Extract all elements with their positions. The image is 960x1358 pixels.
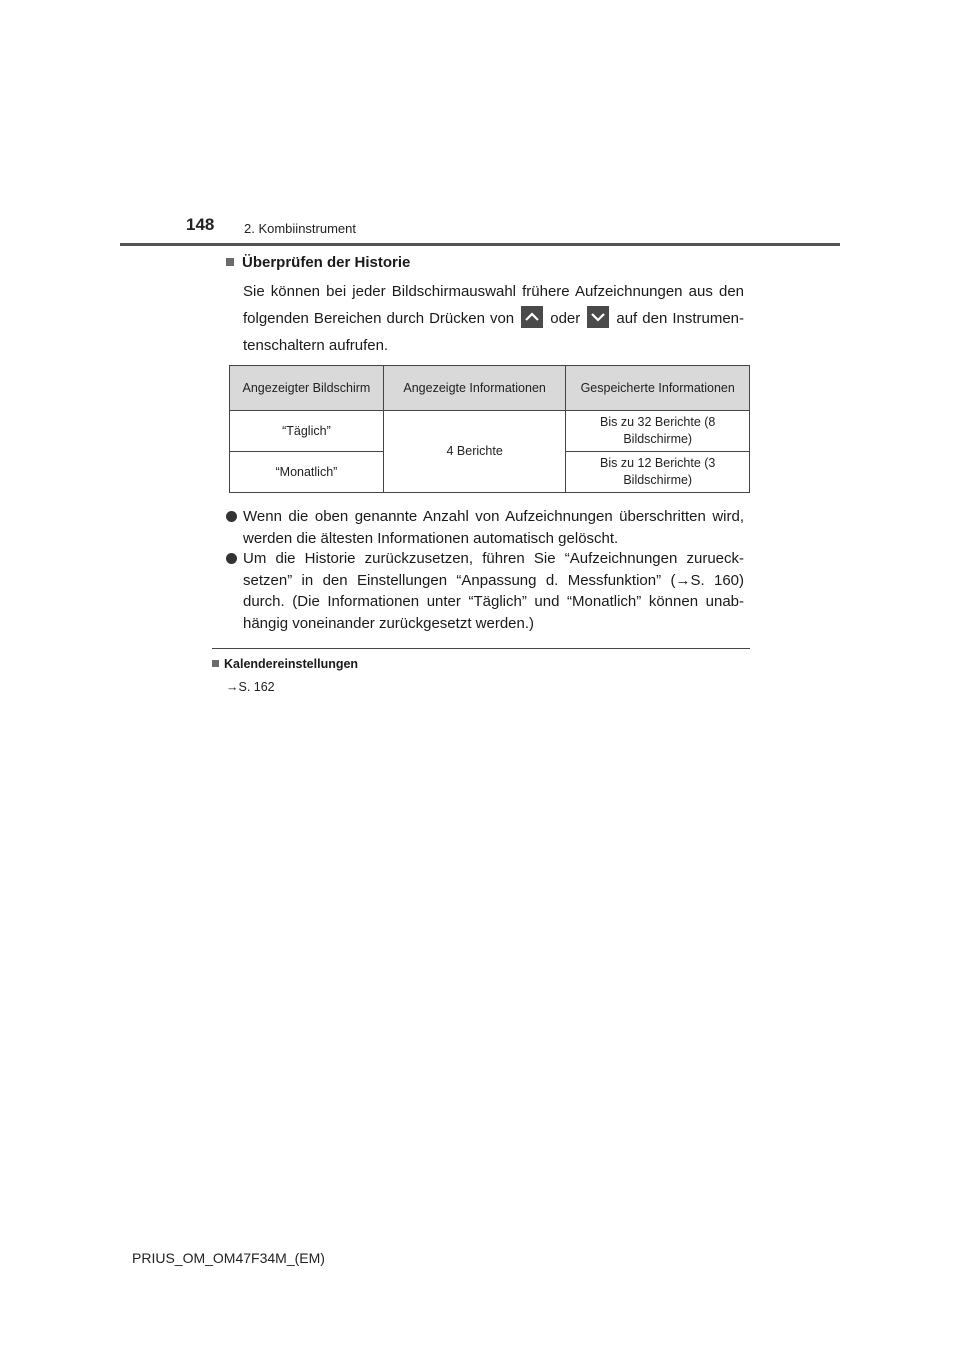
square-bullet-icon bbox=[212, 660, 219, 667]
history-info-table bbox=[229, 365, 750, 493]
table-header-cell: Angezeigte Informationen bbox=[383, 366, 566, 411]
bullet-text: Um die Historie zurückzusetzen, führen Sie “Aufzeichnungen zurueck-setzen” in den Einstellungen “Anpassung d. Messfunktion” (→S. 160) durch. (Die Informationen unter “Täglich” und “Monatlich” können unab-hängig voneinander zurückgesetzt werden.) bbox=[243, 550, 744, 632]
page-reference-link[interactable]: →S. 162 bbox=[226, 680, 275, 694]
section-heading-text: Überprüfen der Historie bbox=[242, 254, 411, 271]
footer-code: PRIUS_OM_OM47F34M_(EM) bbox=[132, 1250, 325, 1266]
table-cell: Bis zu 12 Berichte (3 Bildschirme) bbox=[566, 452, 750, 493]
bullet-text: Wenn die oben genannte Anzahl von Aufzeichnungen überschritten wird, werden die ältesten Informationen automatisch gelöscht. bbox=[243, 508, 744, 547]
round-bullet-icon bbox=[226, 553, 237, 564]
section-heading-history bbox=[226, 254, 410, 271]
table-row bbox=[230, 411, 750, 452]
history-paragraph bbox=[243, 278, 744, 359]
table-header-row bbox=[230, 366, 750, 411]
header-rule bbox=[120, 243, 840, 246]
chevron-up-icon bbox=[521, 306, 543, 328]
round-bullet-icon bbox=[226, 511, 237, 522]
table-cell: “Täglich” bbox=[230, 411, 384, 452]
table-header-cell: Angezeigter Bildschirm bbox=[230, 366, 384, 411]
paragraph-text-3: auf den Instrumen-tenschaltern aufrufen. bbox=[243, 310, 745, 354]
table-cell: “Monatlich” bbox=[230, 452, 384, 493]
paragraph-text-1: Sie können bei jeder Bildschirmauswahl frühere Aufzeichnungen aus den folgenden Bereichen durch Drücken von bbox=[243, 283, 744, 327]
square-bullet-icon bbox=[226, 258, 234, 266]
chevron-down-icon bbox=[587, 306, 609, 328]
chapter-title: 2. Kombiinstrument bbox=[244, 221, 356, 236]
section-divider bbox=[212, 648, 750, 649]
page-number: 148 bbox=[186, 215, 215, 234]
table-cell: Bis zu 32 Berichte (8 Bildschirme) bbox=[566, 411, 750, 452]
table-cell: 4 Berichte bbox=[383, 411, 566, 493]
paragraph-text-2: oder bbox=[550, 310, 581, 327]
section-heading-calendar bbox=[212, 657, 358, 671]
section-heading-text: Kalendereinstellungen bbox=[224, 657, 359, 671]
table-header-cell: Gespeicherte Informationen bbox=[566, 366, 750, 411]
